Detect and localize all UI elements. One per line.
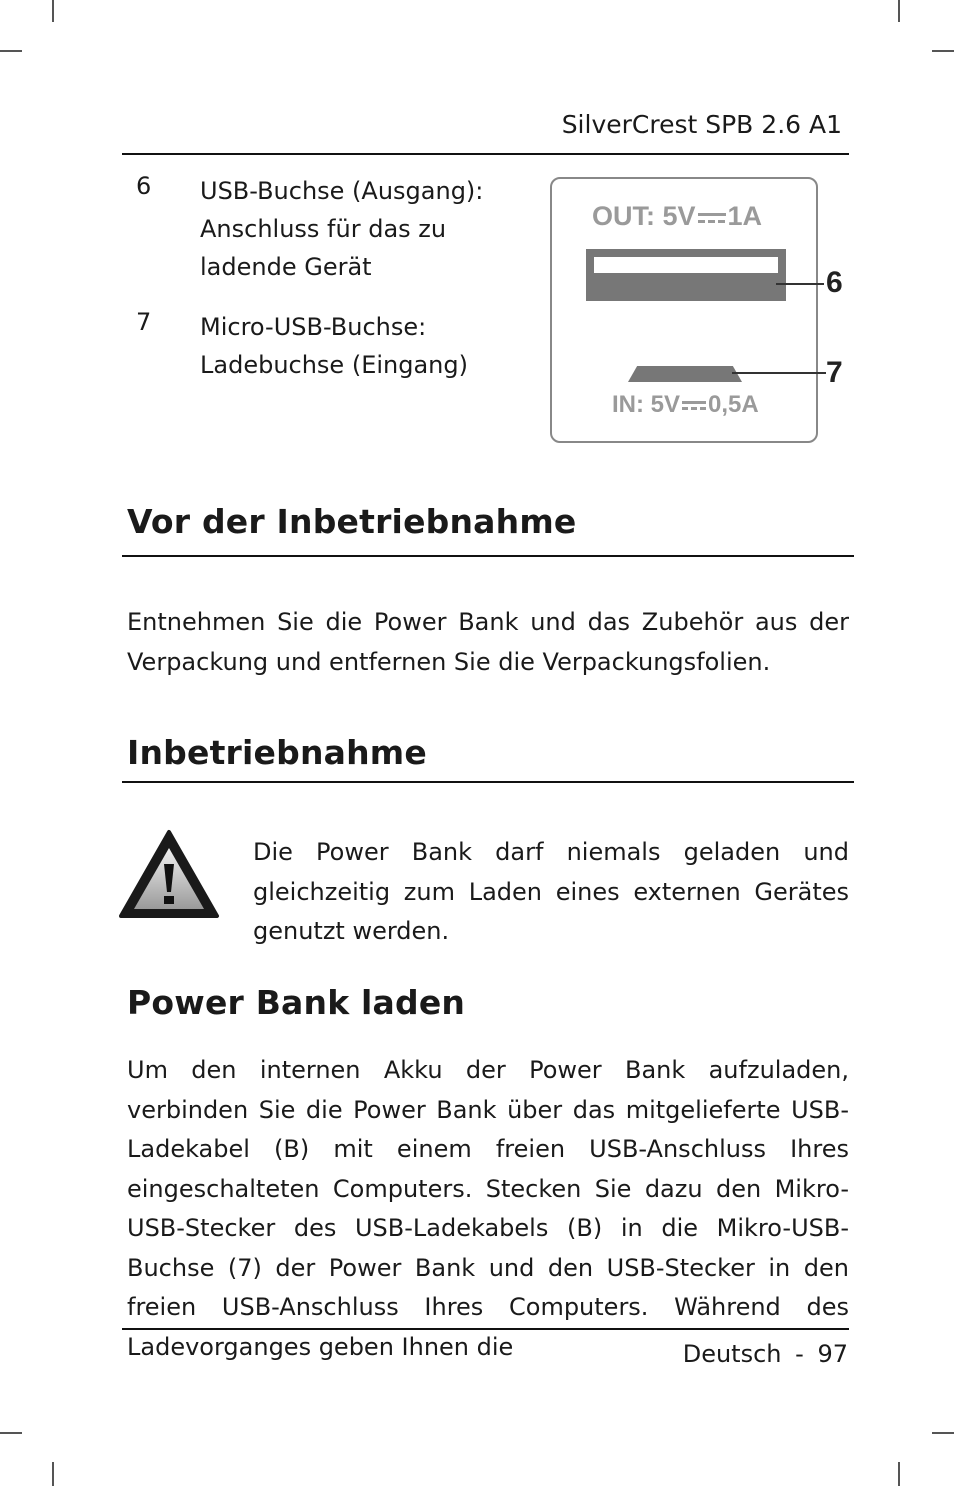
page-footer [683,1340,848,1368]
section-heading: Vor der Inbetriebnahme [127,502,577,541]
dc-symbol-icon [680,399,708,412]
footer-language: Deutsch [682,1340,782,1368]
header-rule [122,153,849,155]
callout-number-6: 6 [826,266,843,299]
footer-rule [122,1328,849,1330]
crop-mark [932,50,954,52]
section-rule [122,781,854,783]
dc-symbol-icon [696,211,728,225]
section-paragraph: Um den internen Akku der Power Bank aufzuladen, verbinden Sie die Power Bank über das mitgelieferte USB-Ladekabel (B) mit einem freien USB-Anschluss Ihres eingeschalteten Computers. Stecken Sie dazu den Mikro-USB-Stecker des USB-Ladekabels (B) in die Mikro-USB-Buchse (7) der Power Bank und den USB-Stecker in den freien USB-Anschluss Ihres Computers. Während des Ladevorganges geben Ihnen die [127,1056,849,1361]
item-line: Anschluss für das zu [200,215,447,243]
item-number: 6 [136,172,152,200]
crop-mark [898,0,900,22]
page-header-title: SilverCrest SPB 2.6 A1 [561,110,842,139]
page-number: 97 [817,1340,848,1368]
callout-line-6 [776,283,824,285]
section-paragraph: Entnehmen Sie die Power Bank und das Zubehör aus der Verpackung und entfernen Sie die Verpackungsfolien. [127,608,849,676]
item-line: Ladebuchse (Eingang) [200,351,468,379]
item-description [200,308,520,384]
micro-usb-port-icon [628,366,742,382]
item-line: USB-Buchse (Ausgang): [200,177,484,205]
usb-port-icon [586,249,786,301]
crop-mark [0,1432,22,1434]
item-description [200,172,520,286]
footer-separator: - [795,1340,804,1368]
out-label: OUT: 5V 1A [592,201,763,231]
item-number: 7 [136,308,152,336]
crop-mark [52,1462,54,1486]
section-heading: Power Bank laden [127,983,466,1022]
in-label: IN: 5V 0,5A [612,391,759,418]
section-rule [122,555,854,557]
crop-mark [898,1462,900,1486]
warning-icon [118,828,220,920]
crop-mark [932,1432,954,1434]
callout-line-7 [732,372,826,374]
item-line: ladende Gerät [200,253,372,281]
callout-number-7: 7 [826,356,843,389]
warning-text: Die Power Bank darf niemals geladen und gleichzeitig zum Laden eines externen Gerätes genutzt werden. [253,838,849,945]
crop-mark [52,0,54,22]
item-line: Micro-USB-Buchse: [200,313,427,341]
section-heading: Inbetriebnahme [127,733,427,772]
port-diagram [550,177,818,443]
crop-mark [0,50,22,52]
